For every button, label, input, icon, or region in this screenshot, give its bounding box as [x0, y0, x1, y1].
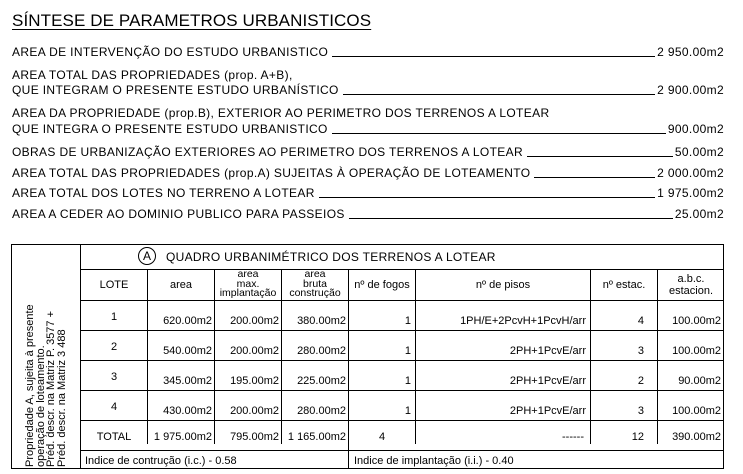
param-label: OBRAS DE URBANIZAÇÃO EXTERIORES AO PERIMETRO DOS TERRENOS A LOTEAR [12, 145, 523, 159]
cell-abc: 100.00m2 [672, 315, 721, 327]
cell-pisos: 2PH+1PcvE/arr [509, 405, 586, 417]
cell-impl: 195.00m2 [230, 375, 279, 387]
grid-line [80, 360, 723, 361]
header-pisos: nº de pisos [475, 279, 531, 291]
param-label: AREA TOTAL DOS LOTES NO TERRENO A LOTEAR [12, 186, 315, 200]
header-abc: a.b.c. estacion. [668, 273, 714, 297]
side-label-line: Préd. descr. na Matriz 3 488 [55, 329, 68, 467]
param-row [12, 45, 724, 59]
footer-ii: Indice de implantação (i.i.) - 0.40 [354, 455, 514, 467]
header-lote: LOTE [99, 279, 129, 291]
leader-line [534, 177, 655, 178]
grid-line [80, 390, 723, 391]
cell-estac: 3 [637, 405, 644, 417]
cell-lote: 1 [110, 311, 118, 323]
header-area: area [169, 279, 193, 291]
cell-area: 430.00m2 [163, 405, 212, 417]
cell-area: 540.00m2 [163, 345, 212, 357]
param-label: QUE INTEGRAM O PRESENTE ESTUDO URBANÍSTICO [12, 83, 339, 97]
circled-a-badge: A [138, 247, 156, 265]
param-label-line1: AREA DA PROPRIEDADE (prop.B), EXTERIOR AO PERIMETRO DOS TERRENOS A LOTEAR [12, 106, 550, 120]
cell-constr: 225.00m2 [297, 375, 346, 387]
cell-impl: 200.00m2 [230, 315, 279, 327]
page-title: SÍNTESE DE PARAMETROS URBANISTICOS [12, 11, 372, 30]
param-label: AREA DE INTERVENÇÃO DO ESTUDO URBANISTICO [12, 45, 329, 59]
param-row [12, 166, 724, 180]
param-row [12, 186, 724, 200]
header-area-max: area max. implantação [219, 268, 277, 299]
param-value: 50.00m2 [674, 145, 724, 159]
cell-abc: 100.00m2 [672, 405, 721, 417]
footer-ic: Indice de contrução (i.c.) - 0.58 [85, 455, 237, 467]
cell-lote: 3 [110, 371, 118, 383]
cell-total-pisos: ------ [562, 431, 584, 443]
cell-impl: 200.00m2 [230, 405, 279, 417]
grid-line [80, 450, 723, 451]
leader-line [332, 133, 666, 134]
quadro-title: QUADRO URBANIMÉTRICO DOS TERRENOS A LOTEAR [166, 250, 496, 264]
param-value: 900.00m2 [667, 122, 724, 136]
cell-total-area: 1 975.00m2 [153, 431, 212, 443]
grid-line [80, 330, 723, 331]
param-label: AREA TOTAL DAS PROPRIEDADES (prop.A) SUJEITAS À OPERAÇÃO DE LOTEAMENTO [12, 166, 531, 180]
cell-constr: 280.00m2 [297, 345, 346, 357]
cell-total-constr: 1 165.00m2 [287, 431, 346, 443]
leader-line [343, 94, 655, 95]
cell-total-abc: 390.00m2 [672, 431, 721, 443]
cell-fogos: 1 [404, 405, 411, 417]
cell-area: 345.00m2 [163, 375, 212, 387]
param-row [12, 122, 724, 136]
side-label [12, 245, 80, 470]
cell-constr: 380.00m2 [297, 315, 346, 327]
cell-pisos: 2PH+1PcvE/arr [509, 375, 586, 387]
cell-abc: 100.00m2 [672, 345, 721, 357]
cell-total-impl: 795.00m2 [230, 431, 279, 443]
grid-line [80, 420, 723, 421]
leader-line [527, 156, 673, 157]
param-value: 2 900.00m2 [657, 83, 724, 97]
param-label: QUE INTEGRA O PRESENTE ESTUDO URBANISTICO [12, 122, 328, 136]
param-value: 25.00m2 [674, 207, 724, 221]
cell-area: 620.00m2 [163, 315, 212, 327]
param-value: 2 000.00m2 [657, 166, 724, 180]
cell-pisos: 1PH/E+2PcvH+1PcvH/arr [460, 315, 586, 327]
cell-constr: 280.00m2 [297, 405, 346, 417]
cell-lote: 2 [110, 341, 118, 353]
param-value: 1 975.00m2 [657, 186, 724, 200]
param-value: 2 950.00m2 [657, 45, 724, 59]
param-row [12, 145, 724, 159]
cell-fogos: 1 [404, 315, 411, 327]
leader-line [349, 218, 673, 219]
side-label-line: Propriedade A, sujeita à presente [24, 304, 36, 467]
cell-estac: 4 [637, 315, 644, 327]
cell-impl: 200.00m2 [230, 345, 279, 357]
grid-line [80, 300, 723, 301]
grid-line [80, 269, 723, 270]
cell-fogos: 1 [404, 375, 411, 387]
cell-total-estac: 12 [631, 431, 644, 443]
param-label-line1: AREA TOTAL DAS PROPRIEDADES (prop. A+B), [12, 68, 293, 82]
side-label-line: Préd. descr. na Matriz P. 3577 + [45, 310, 57, 467]
leader-line [332, 56, 655, 57]
cell-fogos: 1 [404, 345, 411, 357]
param-label: AREA A CEDER AO DOMINIO PUBLICO PARA PASSEIOS [12, 207, 345, 221]
quadro-table [11, 244, 724, 469]
cell-lote: 4 [110, 401, 118, 413]
cell-estac: 2 [637, 375, 644, 387]
header-fogos: nº de fogos [354, 279, 410, 291]
cell-total-fogos: 4 [378, 431, 386, 443]
header-estac: nº estac. [602, 279, 646, 291]
cell-estac: 3 [637, 345, 644, 357]
leader-line [319, 197, 655, 198]
cell-pisos: 2PH+1PcvE/arr [509, 345, 586, 357]
cell-total-label: TOTAL [96, 431, 132, 443]
param-row [12, 207, 724, 221]
side-label-line: operação de loteamento. [34, 345, 47, 467]
cell-abc: 90.00m2 [678, 375, 721, 387]
header-area-bruta: area bruta construção [289, 268, 341, 299]
param-row [12, 83, 724, 97]
